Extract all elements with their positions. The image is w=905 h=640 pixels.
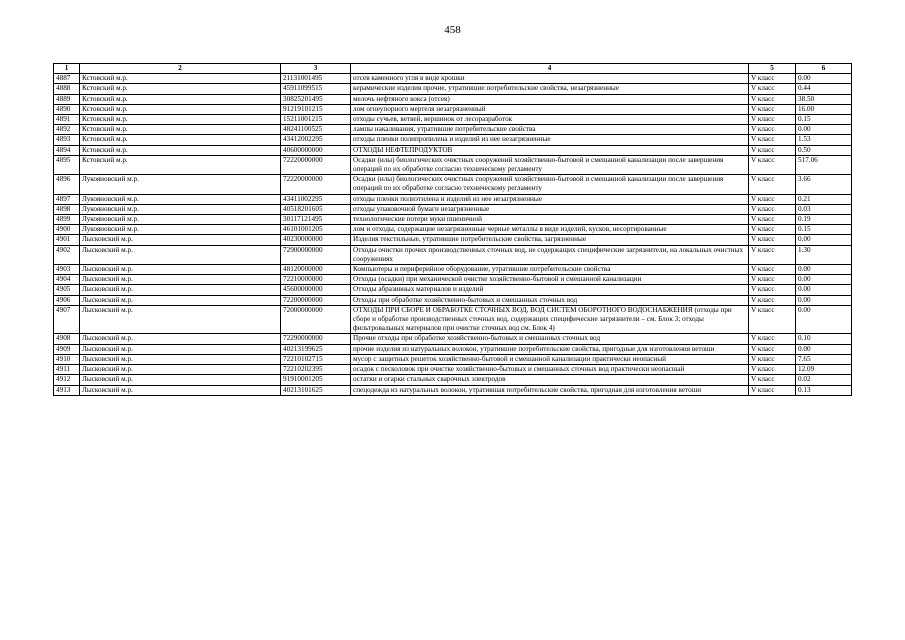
waste-code-cell: 30825201495 <box>281 94 351 104</box>
table-row <box>54 194 852 204</box>
quantity-cell: 0.00 <box>796 275 852 285</box>
hazard-class-cell: V класс <box>749 155 796 174</box>
header-col-5: 5 <box>749 64 796 74</box>
hazard-class-cell: V класс <box>749 305 796 334</box>
row-number-cell: 4903 <box>54 265 80 275</box>
district-cell: Кстовский м.р. <box>80 94 281 104</box>
hazard-class-cell: V класс <box>749 245 796 264</box>
district-cell: Лысковский м.р. <box>80 295 281 305</box>
hazard-class-cell: V класс <box>749 145 796 155</box>
quantity-cell: 12.09 <box>796 365 852 375</box>
table-row <box>54 265 852 275</box>
table-row <box>54 375 852 385</box>
waste-description-cell: Осадки (илы) биологических очистных сооружений хозяйственно-бытовой и смешанной канализации после завершения операций по их обработке согласно техническому регламенту <box>351 155 749 174</box>
table-row <box>54 334 852 344</box>
quantity-cell: 517.06 <box>796 155 852 174</box>
table-row <box>54 145 852 155</box>
hazard-class-cell: V класс <box>749 265 796 275</box>
header-col-2: 2 <box>80 64 281 74</box>
row-number-cell: 4896 <box>54 175 80 194</box>
table-row <box>54 295 852 305</box>
quantity-cell: 38.50 <box>796 94 852 104</box>
waste-description-cell: Прочие отходы при обработке хозяйственно-бытовых и смешанных сточных вод <box>351 334 749 344</box>
hazard-class-cell: V класс <box>749 344 796 354</box>
waste-code-cell: 72000000000 <box>281 305 351 334</box>
district-cell: Кстовский м.р. <box>80 125 281 135</box>
waste-code-cell: 40518201605 <box>281 204 351 214</box>
table-row <box>54 74 852 84</box>
table-row <box>54 245 852 264</box>
waste-code-cell: 46101001205 <box>281 225 351 235</box>
district-cell: Лысковский м.р. <box>80 385 281 395</box>
waste-code-cell: 72210102715 <box>281 354 351 364</box>
row-number-cell: 4908 <box>54 334 80 344</box>
waste-code-cell: 72200000000 <box>281 295 351 305</box>
district-cell: Кстовский м.р. <box>80 104 281 114</box>
row-number-cell: 4912 <box>54 375 80 385</box>
table-row <box>54 104 852 114</box>
waste-code-cell: 72900000000 <box>281 245 351 264</box>
table-row <box>54 84 852 94</box>
hazard-class-cell: V класс <box>749 385 796 395</box>
quantity-cell: 0.21 <box>796 194 852 204</box>
row-number-cell: 4909 <box>54 344 80 354</box>
row-number-cell: 4895 <box>54 155 80 174</box>
waste-code-cell: 72220000000 <box>281 175 351 194</box>
district-cell: Лысковский м.р. <box>80 354 281 364</box>
district-cell: Лукояновский м.р. <box>80 204 281 214</box>
district-cell: Лукояновский м.р. <box>80 194 281 204</box>
quantity-cell: 0.00 <box>796 305 852 334</box>
waste-code-cell: 45600000000 <box>281 285 351 295</box>
district-cell: Лысковский м.р. <box>80 305 281 334</box>
quantity-cell: 0.15 <box>796 225 852 235</box>
quantity-cell: 0.00 <box>796 285 852 295</box>
waste-description-cell: Компьютеры и периферийное оборудование, утратившие потребительские свойства <box>351 265 749 275</box>
row-number-cell: 4892 <box>54 125 80 135</box>
waste-code-cell: 91219101215 <box>281 104 351 114</box>
waste-code-cell: 48241100525 <box>281 125 351 135</box>
district-cell: Лукояновский м.р. <box>80 225 281 235</box>
table-row <box>54 305 852 334</box>
district-cell: Кстовский м.р. <box>80 74 281 84</box>
row-number-cell: 4894 <box>54 145 80 155</box>
row-number-cell: 4907 <box>54 305 80 334</box>
row-number-cell: 4897 <box>54 194 80 204</box>
hazard-class-cell: V класс <box>749 215 796 225</box>
waste-description-cell: ОТХОДЫ ПРИ СБОРЕ И ОБРАБОТКЕ СТОЧНЫХ ВОД, ВОД СИСТЕМ ОБОРОТНОГО ВОДОСНАБЖЕНИЯ (отходы при сборе и обработке производственных сточных вод, содержащих специфические загрязнители – см. Блок 3; отходы фильтровальных материалов при очистке сточных вод см. Блок 4) <box>351 305 749 334</box>
table-row <box>54 204 852 214</box>
waste-description-cell: лом и отходы, содержащие незагрязненные черные металлы в виде изделий, кусков, несортированные <box>351 225 749 235</box>
row-number-cell: 4906 <box>54 295 80 305</box>
table-header <box>54 64 852 74</box>
quantity-cell: 0.44 <box>796 84 852 94</box>
table-row <box>54 215 852 225</box>
hazard-class-cell: V класс <box>749 285 796 295</box>
quantity-cell: 0.50 <box>796 145 852 155</box>
header-col-1: 1 <box>54 64 80 74</box>
waste-code-cell: 21131001495 <box>281 74 351 84</box>
quantity-cell: 0.00 <box>796 295 852 305</box>
hazard-class-cell: V класс <box>749 175 796 194</box>
waste-description-cell: остатки и огарки стальных сварочных электродов <box>351 375 749 385</box>
quantity-cell: 3.66 <box>796 175 852 194</box>
waste-code-cell: 15211001215 <box>281 115 351 125</box>
district-cell: Лысковский м.р. <box>80 285 281 295</box>
waste-description-cell: Осадки (илы) биологических очистных сооружений хозяйственно-бытовой и смешанной канализации после завершения операций по их обработке согласно техническому регламенту <box>351 175 749 194</box>
waste-description-cell: мусор с защитных решеток хозяйственно-бытовой и смешанной канализации практически неопасный <box>351 354 749 364</box>
waste-code-cell: 72290000000 <box>281 334 351 344</box>
waste-description-cell: мелочь нефтяного кокса (отсев) <box>351 94 749 104</box>
quantity-cell: 0.13 <box>796 385 852 395</box>
district-cell: Лысковский м.р. <box>80 275 281 285</box>
quantity-cell: 0.15 <box>796 115 852 125</box>
page-number: 458 <box>444 24 461 36</box>
table-row <box>54 385 852 395</box>
quantity-cell: 0.03 <box>796 204 852 214</box>
waste-code-cell: 45911099515 <box>281 84 351 94</box>
table-row <box>54 285 852 295</box>
table-row <box>54 155 852 174</box>
waste-code-cell: 40600000000 <box>281 145 351 155</box>
waste-description-cell: Изделия текстильные, утратившие потребительские свойства, загрязненные <box>351 235 749 245</box>
waste-code-cell: 43412002295 <box>281 135 351 145</box>
quantity-cell: 0.19 <box>796 215 852 225</box>
table-row <box>54 175 852 194</box>
waste-code-cell: 48120000000 <box>281 265 351 275</box>
waste-code-cell: 72210000000 <box>281 275 351 285</box>
hazard-class-cell: V класс <box>749 94 796 104</box>
row-number-cell: 4910 <box>54 354 80 364</box>
quantity-cell: 0.10 <box>796 334 852 344</box>
district-cell: Лысковский м.р. <box>80 235 281 245</box>
hazard-class-cell: V класс <box>749 375 796 385</box>
district-cell: Кстовский м.р. <box>80 155 281 174</box>
waste-description-cell: прочие изделия из натуральных волокон, утратившие потребительские свойства, пригодные для изготовления ветоши <box>351 344 749 354</box>
hazard-class-cell: V класс <box>749 204 796 214</box>
table-row <box>54 125 852 135</box>
district-cell: Лысковский м.р. <box>80 334 281 344</box>
district-cell: Кстовский м.р. <box>80 135 281 145</box>
waste-description-cell: Отходы очистки прочих производственных сточных вод, не содержащих специфические загрязнители, на локальных очистных сооружениях <box>351 245 749 264</box>
row-number-cell: 4905 <box>54 285 80 295</box>
waste-description-cell: керамические изделия прочие, утратившие потребительские свойства, незагрязненные <box>351 84 749 94</box>
table-row <box>54 344 852 354</box>
row-number-cell: 4889 <box>54 94 80 104</box>
waste-description-cell: отсев каменного угля в виде крошки <box>351 74 749 84</box>
quantity-cell: 7.65 <box>796 354 852 364</box>
waste-description-cell: отходы сучьев, ветвей, вершинок от лесоразработок <box>351 115 749 125</box>
hazard-class-cell: V класс <box>749 365 796 375</box>
row-number-cell: 4888 <box>54 84 80 94</box>
district-cell: Кстовский м.р. <box>80 115 281 125</box>
district-cell: Лысковский м.р. <box>80 344 281 354</box>
row-number-cell: 4901 <box>54 235 80 245</box>
waste-description-cell: лампы накаливания, утратившие потребительские свойства <box>351 125 749 135</box>
hazard-class-cell: V класс <box>749 235 796 245</box>
quantity-cell: 0.00 <box>796 265 852 275</box>
row-number-cell: 4890 <box>54 104 80 114</box>
waste-description-cell: отходы пленки полиэтилена и изделий из нее незагрязненные <box>351 194 749 204</box>
waste-description-cell: отходы пленки полипропилена и изделий из нее незагрязненные <box>351 135 749 145</box>
waste-code-cell: 40213101625 <box>281 385 351 395</box>
waste-registry-table <box>53 63 852 396</box>
row-number-cell: 4893 <box>54 135 80 145</box>
district-cell: Лысковский м.р. <box>80 245 281 264</box>
hazard-class-cell: V класс <box>749 354 796 364</box>
row-number-cell: 4900 <box>54 225 80 235</box>
row-number-cell: 4904 <box>54 275 80 285</box>
row-number-cell: 4899 <box>54 215 80 225</box>
row-number-cell: 4902 <box>54 245 80 264</box>
waste-description-cell: лом огнеупорного мертеля незагрязненный <box>351 104 749 114</box>
waste-code-cell: 72210202395 <box>281 365 351 375</box>
hazard-class-cell: V класс <box>749 125 796 135</box>
waste-code-cell: 40230000000 <box>281 235 351 245</box>
waste-description-cell: отходы упаковочной бумаги незагрязненные <box>351 204 749 214</box>
hazard-class-cell: V класс <box>749 225 796 235</box>
quantity-cell: 0.00 <box>796 125 852 135</box>
district-cell: Лукояновский м.р. <box>80 215 281 225</box>
waste-description-cell: осадок с песколовок при очистке хозяйственно-бытовых и смешанных сточных вод практически неопасный <box>351 365 749 375</box>
quantity-cell: 0.00 <box>796 74 852 84</box>
waste-code-cell: 30117121495 <box>281 215 351 225</box>
quantity-cell: 1.30 <box>796 245 852 264</box>
table-row <box>54 275 852 285</box>
hazard-class-cell: V класс <box>749 295 796 305</box>
waste-description-cell: Отходы при обработке хозяйственно-бытовых и смешанных сточных вод <box>351 295 749 305</box>
row-number-cell: 4913 <box>54 385 80 395</box>
hazard-class-cell: V класс <box>749 104 796 114</box>
waste-description-cell: спецодежда из натуральных волокон, утратившая потребительские свойства, пригодная для изготовления ветоши <box>351 385 749 395</box>
table-row <box>54 365 852 375</box>
row-number-cell: 4887 <box>54 74 80 84</box>
waste-code-cell: 91910001205 <box>281 375 351 385</box>
row-number-cell: 4911 <box>54 365 80 375</box>
table-row <box>54 115 852 125</box>
waste-description-cell: технологические потери муки пшеничной <box>351 215 749 225</box>
row-number-cell: 4891 <box>54 115 80 125</box>
waste-description-cell: Отходы абразивных материалов и изделий <box>351 285 749 295</box>
table-row <box>54 135 852 145</box>
waste-code-cell: 40213199625 <box>281 344 351 354</box>
district-cell: Лысковский м.р. <box>80 365 281 375</box>
header-col-3: 3 <box>281 64 351 74</box>
hazard-class-cell: V класс <box>749 194 796 204</box>
hazard-class-cell: V класс <box>749 275 796 285</box>
quantity-cell: 1.53 <box>796 135 852 145</box>
waste-code-cell: 72220000000 <box>281 155 351 174</box>
district-cell: Лысковский м.р. <box>80 375 281 385</box>
hazard-class-cell: V класс <box>749 115 796 125</box>
district-cell: Лукояновский м.р. <box>80 175 281 194</box>
table-row <box>54 235 852 245</box>
waste-code-cell: 43411002295 <box>281 194 351 204</box>
quantity-cell: 0.02 <box>796 375 852 385</box>
district-cell: Лысковский м.р. <box>80 265 281 275</box>
hazard-class-cell: V класс <box>749 135 796 145</box>
hazard-class-cell: V класс <box>749 334 796 344</box>
table-body <box>54 74 852 396</box>
quantity-cell: 0.00 <box>796 235 852 245</box>
quantity-cell: 0.00 <box>796 344 852 354</box>
header-row <box>54 64 852 74</box>
district-cell: Кстовский м.р. <box>80 145 281 155</box>
table-row <box>54 354 852 364</box>
hazard-class-cell: V класс <box>749 84 796 94</box>
row-number-cell: 4898 <box>54 204 80 214</box>
header-col-6: 6 <box>796 64 852 74</box>
header-col-4: 4 <box>351 64 749 74</box>
quantity-cell: 16.00 <box>796 104 852 114</box>
table-row <box>54 225 852 235</box>
table-row <box>54 94 852 104</box>
waste-description-cell: Отходы (осадки) при механической очистке хозяйственно-бытовой и смешанной канализации <box>351 275 749 285</box>
district-cell: Кстовский м.р. <box>80 84 281 94</box>
waste-description-cell: ОТХОДЫ НЕФТЕПРОДУКТОВ <box>351 145 749 155</box>
hazard-class-cell: V класс <box>749 74 796 84</box>
